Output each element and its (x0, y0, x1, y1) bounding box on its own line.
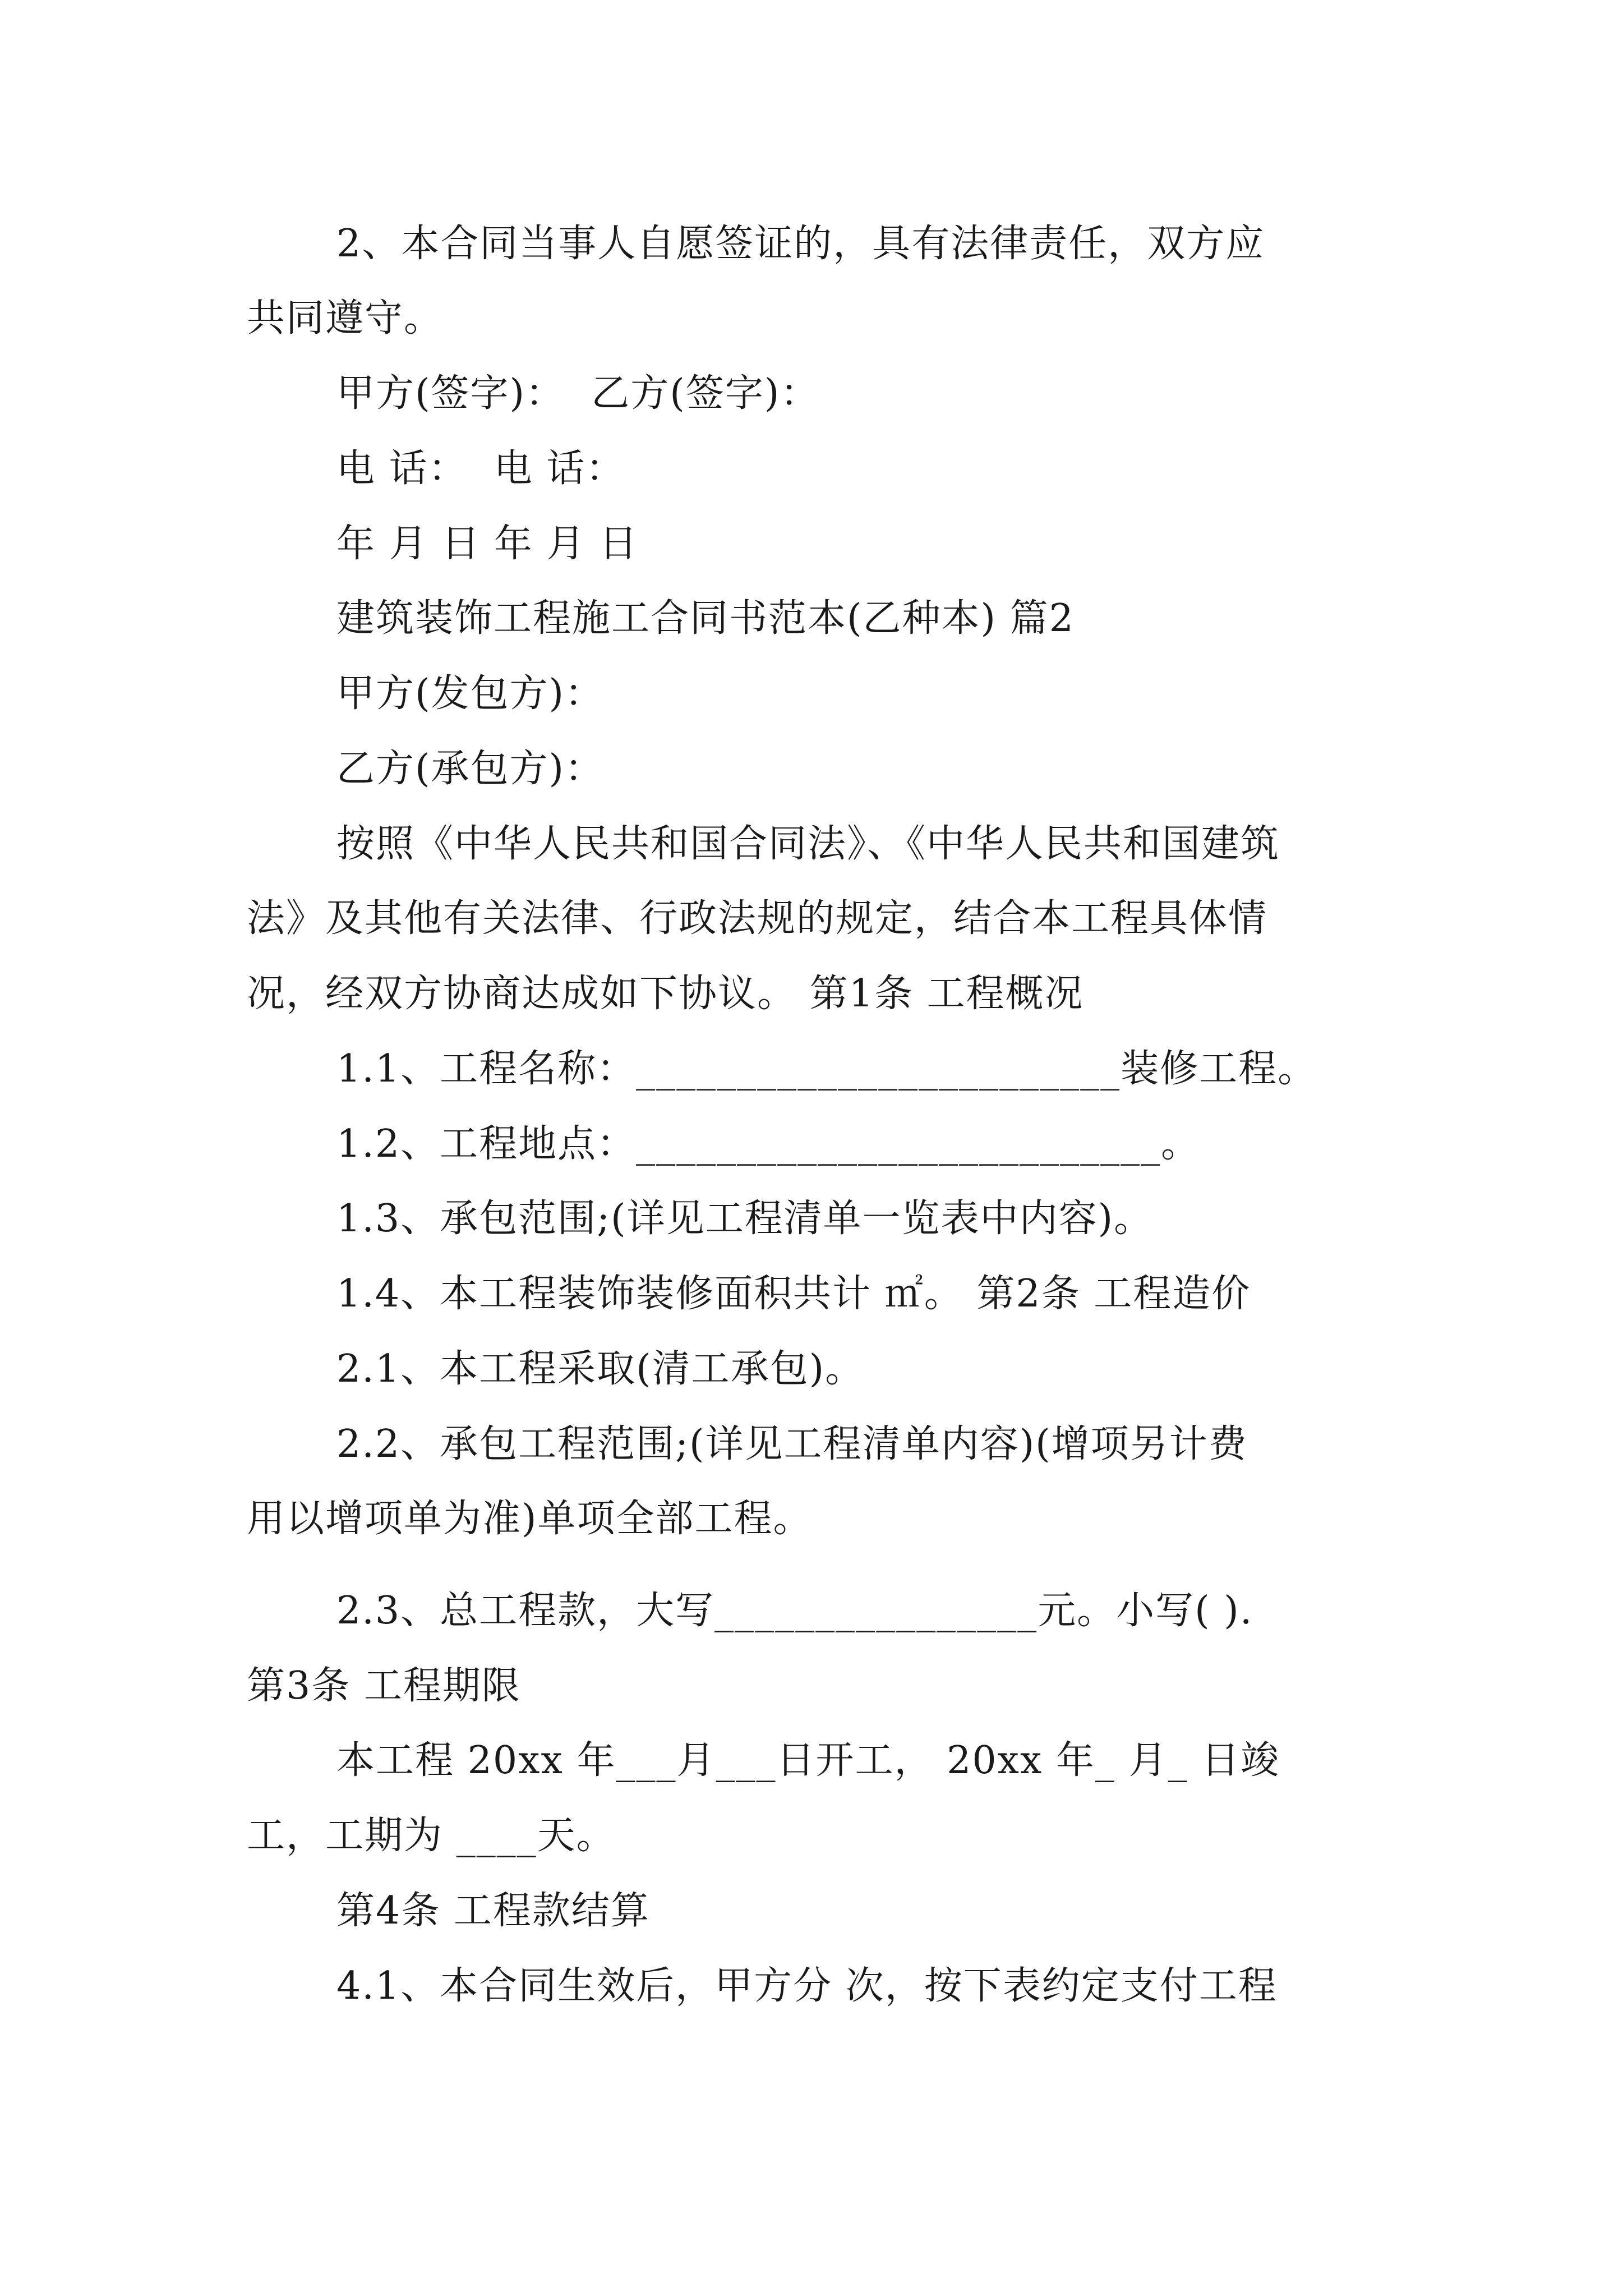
clause-4-1-line: 4.1、本合同生效后，甲方分 次，按下表约定支付工程 (336, 1964, 1278, 2008)
schedule-line-1: 本工程 20xx 年___月___日开工， 20xx 年_ 月_ 日竣 (336, 1738, 1280, 1783)
clause-1-2-line: 1.2、工程地点：__________________________。 (336, 1122, 1201, 1166)
clause-1-1-line: 1.1、工程名称：________________________装修工程。 (336, 1047, 1317, 1091)
clause-2-2-line-1: 2.2、承包工程范围;(详见工程清单内容)(增项另计费 (336, 1422, 1248, 1466)
clause-2-line-1: 2、本合同当事人自愿签证的，具有法律责任，双方应 (336, 222, 1265, 266)
phone-line: 电 话： 电 话： (336, 447, 625, 491)
party-b-line: 乙方(承包方)： (336, 747, 605, 791)
clause-1-4-line: 1.4、本工程装饰装修面积共计 ㎡。 第2条 工程造价 (336, 1272, 1251, 1316)
article-3-heading: 第3条 工程期限 (247, 1664, 521, 1708)
clause-2-2-line-2: 用以增项单为准)单项全部工程。 (247, 1497, 813, 1541)
contract-title: 建筑装饰工程施工合同书范本(乙种本) 篇2 (336, 596, 1075, 641)
preamble-line-3: 况，经双方协商达成如下协议。 第1条 工程概况 (247, 972, 1084, 1016)
clause-2-1-line: 2.1、本工程采取(清工承包)。 (336, 1347, 865, 1391)
date-line: 年 月 日 年 月 日 (336, 522, 639, 566)
article-4-heading: 第4条 工程款结算 (336, 1889, 650, 1933)
signature-line: 甲方(签字)： 乙方(签字)： (336, 371, 820, 416)
preamble-line-1: 按照《中华人民共和国合同法》、《中华人民共和国建筑 (336, 822, 1280, 866)
preamble-line-2: 法》及其他有关法律、行政法规的规定，结合本工程具体情 (247, 896, 1268, 941)
party-a-line: 甲方(发包方)： (336, 671, 605, 716)
schedule-line-2: 工，工期为 ____天。 (247, 1814, 616, 1858)
clause-1-3-line: 1.3、承包范围;(详见工程清单一览表中内容)。 (336, 1197, 1154, 1241)
clause-2-3-line: 2.3、总工程款，大写________________元。小写( ). (336, 1589, 1253, 1633)
clause-2-line-2: 共同遵守。 (247, 296, 444, 341)
